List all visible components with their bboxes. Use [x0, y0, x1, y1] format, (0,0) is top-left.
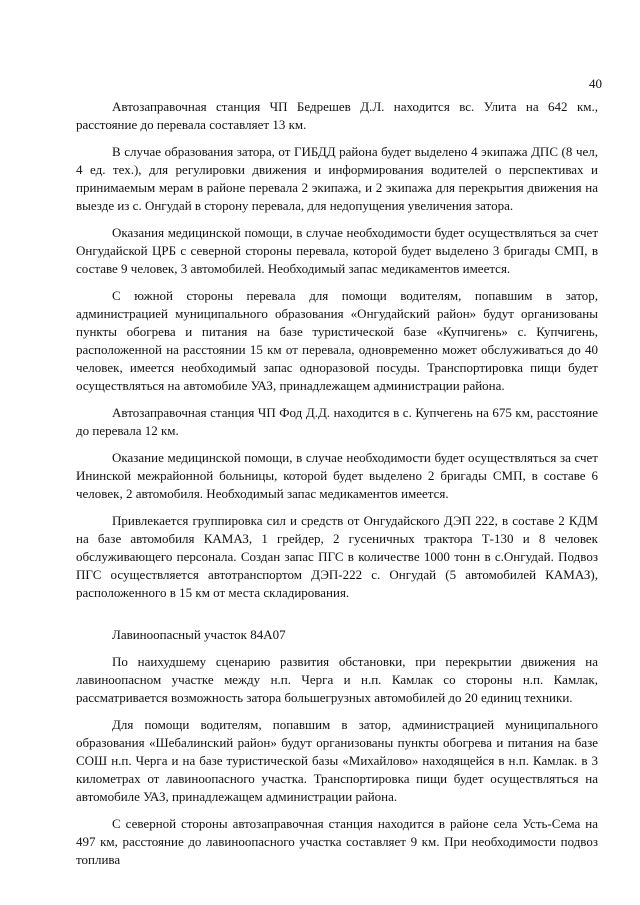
paragraph-fuel-station-kupchegen: Автозаправочная станция ЧП Фод Д.Д. находится в с. Купчегень на 675 км, расстояние до перевала 12 км. [76, 405, 598, 438]
paragraph-medical-south: Оказание медицинской помощи, в случае необходимости будет осуществляться за счет Ининской межрайонной больницы, которой будет выделено 2 бригады СМП, в составе 6 человек, 2 автомобиля. Необходимый запас медикаментов имеется. [76, 450, 598, 501]
paragraph-road-service-forces: Привлекается группировка сил и средств от Онгудайского ДЭП 222, в составе 2 КДМ на базе автомобиля КАМАЗ, 1 грейдер, 2 гусеничных трактора Т-130 и 8 человек обслуживающего персонала. Создан запас ПГС в количестве 1000 тонн в с.Онгудай. Подвоз ПГС осуществляется автотранспортом ДЭП-222 с. Онгудай (5 автомобилей КАМАЗ), расположенного в 15 км от места складирования. [76, 513, 598, 600]
paragraph-fuel-station-ulita: Автозаправочная станция ЧП Бедрешев Д.Л. находится вс. Улита на 642 км., расстояние до перевала составляет 13 км. [76, 99, 598, 132]
page-number: 40 [589, 76, 602, 91]
paragraph-fuel-station-ust-sema: С северной стороны автозаправочная станция находится в районе села Усть-Сема на 497 км, расстояние до лавиноопасного участка составляет 9 км. При необходимости подвоз топлива [76, 816, 598, 867]
paragraph-traffic-police: В случае образования затора, от ГИБДД района будет выделено 4 экипажа ДПС (8 чел, 4 ед. тех.), для регулировки движения и информирования водителей о перспективах и принимаемым мерам в районе перевала 2 экипажа, и 2 экипажа для перекрытия движения на выезде из с. Онгудай в сторону перевала, для недопущения увеличения затора. [76, 144, 598, 213]
paragraph-worst-case-scenario: По наихудшему сценарию развития обстановки, при перекрытии движения на лавиноопасном участке между н.п. Черга и н.п. Камлак со стороны н.п. Камлак, рассматривается возможность затора большегрузных автомобилей до 20 единиц техники. [76, 654, 598, 705]
paragraph-medical-north: Оказания медицинской помощи, в случае необходимости будет осуществляться за счет Онгудайской ЦРБ с северной стороны перевала, которой будет выделено 3 бригады СМП, в составе 9 человек, 3 автомобилей. Необходимый запас медикаментов имеется. [76, 225, 598, 276]
paragraph-heating-points-shebalino: Для помощи водителям, попавшим в затор, администрацией муниципального образования «Шебалинский район» будут организованы пункты обогрева и питания на базе СОШ н.п. Черга и на базе туристической базы «Михайлово» находящейся в н.п. Камлак. в 3 километрах от лавиноопасного участка. Транспортировка пищи будет осуществляться на автомобиле УАЗ, принадлежащем администрации района. [76, 717, 598, 804]
section-title: Лавиноопасный участок 84А07 [112, 627, 286, 642]
paragraph-heating-points-south: С южной стороны перевала для помощи водителям, попавшим в затор, администрацией муниципального образования «Онгудайский район» будут организованы пункты обогрева и питания на базе туристической базе «Купчигень» с. Купчигень, расположенной на расстоянии 15 км от перевала, одновременно может обслуживаться до 40 человек, имеется необходимый запас одноразовой посуды. Транспортировка пищи будет осуществляться на автомобиле УАЗ, принадлежащем администрации района. [76, 288, 598, 393]
document-body [76, 98, 598, 878]
